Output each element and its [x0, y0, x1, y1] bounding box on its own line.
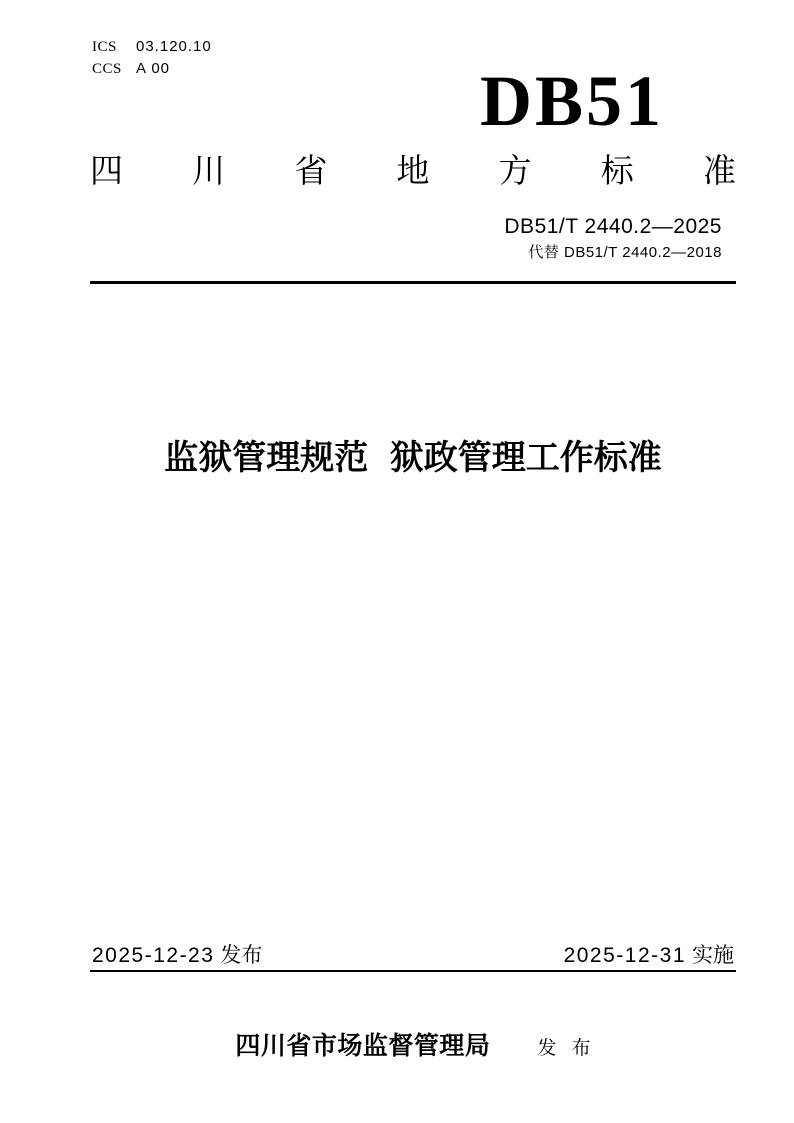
- classification-codes: [92, 36, 212, 80]
- publish-date: 2025-12-23: [92, 944, 215, 967]
- db51-logo: DB51: [480, 61, 665, 141]
- implement-label: 实施: [692, 944, 734, 967]
- header-rule: [90, 281, 736, 284]
- ics-row: [92, 36, 212, 58]
- implement-date: 2025-12-31: [563, 944, 686, 967]
- ccs-label: CCS: [92, 61, 122, 77]
- ccs-row: [92, 58, 212, 80]
- standard-number-block: [504, 214, 722, 263]
- issue-label: 发 布: [537, 1038, 591, 1059]
- replaced-standard: 代替 DB51/T 2440.2—2018: [528, 244, 722, 261]
- ics-value: 03.120.10: [136, 38, 212, 55]
- document-title: 监狱管理规范 狱政管理工作标准: [164, 439, 662, 477]
- issuing-authority: 四川省市场监督管理局: [235, 1032, 491, 1060]
- ccs-value: A 00: [136, 60, 171, 77]
- implement-date-group: [564, 943, 734, 968]
- publish-label: 发布: [220, 944, 263, 967]
- standard-number: DB51/T 2440.2—2025: [504, 215, 722, 238]
- publisher-row: [90, 1026, 736, 1062]
- dates-row: [92, 943, 734, 968]
- footer-rule: [90, 970, 736, 972]
- publish-date-group: [92, 943, 262, 968]
- ics-label: ICS: [92, 39, 117, 55]
- standard-category-title: 四 川 省 地 方 标 准: [90, 152, 736, 189]
